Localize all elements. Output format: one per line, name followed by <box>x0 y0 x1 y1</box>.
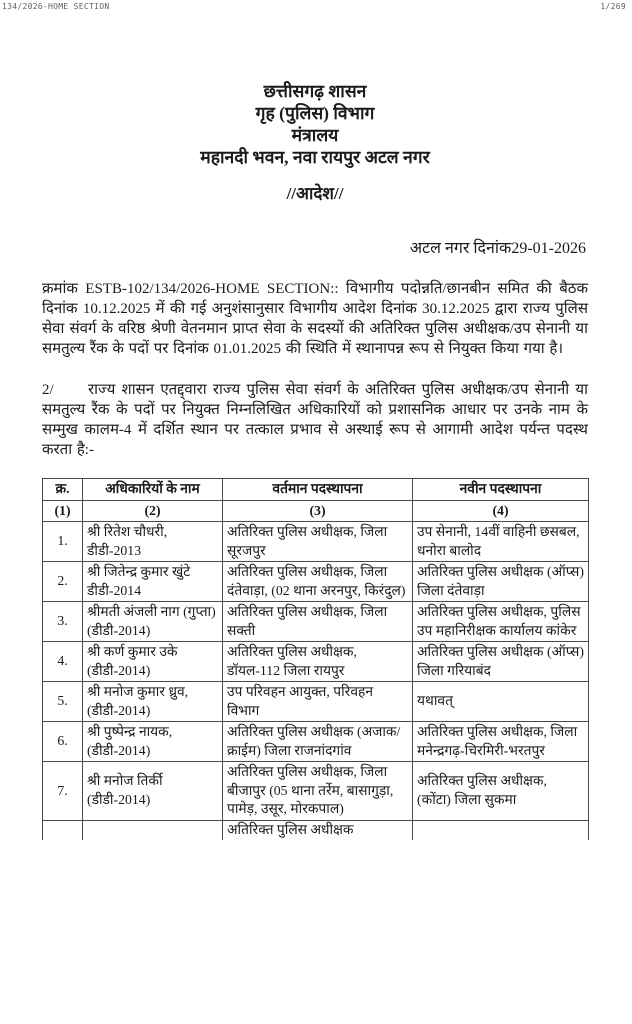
viewer-file-reference: 134/2026-HOME SECTION <box>2 2 110 11</box>
cell-current-posting: अतिरिक्त पुलिस अधीक्षक, जिला दंतेवाड़ा, (02 थाना अरनपुर, किरंदुल) <box>223 562 413 602</box>
cell-serial: 1. <box>43 522 83 562</box>
column-number-row <box>43 500 589 522</box>
cell-serial: 3. <box>43 602 83 642</box>
cell-officer-name: श्री रितेश चौधरी, डीडी-2013 <box>83 522 223 562</box>
cell-new-posting: अतिरिक्त पुलिस अधीक्षक, (कोंटा) जिला सुकमा <box>413 762 589 821</box>
letterhead-government: छत्तीसगढ़ शासन <box>263 81 367 101</box>
table-row <box>43 522 589 562</box>
posting-order-table <box>42 478 589 840</box>
cell-current-posting: उप परिवहन आयुक्त, परिवहन विभाग <box>223 682 413 722</box>
table-row <box>43 602 589 642</box>
letterhead-address: महानदी भवन, नवा रायपुर अटल नगर <box>200 147 430 167</box>
cell-new-posting: उप सेनानी, 14वीं वाहिनी छसबल, धनोरा बालोद <box>413 522 589 562</box>
cell-officer-name: श्री कर्ण कुमार उके (डीडी-2014) <box>83 642 223 682</box>
header-new-posting: नवीन पदस्थापना <box>413 479 589 501</box>
cell-new-posting: अतिरिक्त पुलिस अधीक्षक, पुलिस उप महानिरीक्षक कार्यालय कांकेर <box>413 602 589 642</box>
cell-current-posting: अतिरिक्त पुलिस अधीक्षक, जिला बीजापुर (05 थाना तर्रेम, बासागुड़ा, पामेड़, उसूर, मोरकपाल) <box>223 762 413 821</box>
table-header <box>43 479 589 522</box>
cell-new-posting: यथावत् <box>413 682 589 722</box>
table-row <box>43 642 589 682</box>
cell-officer-name: श्री मनोज तिर्की (डीडी-2014) <box>83 762 223 821</box>
paragraph-number: 2/ <box>42 382 54 398</box>
header-current-posting: वर्तमान पदस्थापना <box>223 479 413 501</box>
cell-new-posting: अतिरिक्त पुलिस अधीक्षक (ऑप्स) जिला गरियाबंद <box>413 642 589 682</box>
table-row <box>43 682 589 722</box>
table-row <box>43 762 589 821</box>
cell-serial: 7. <box>43 762 83 821</box>
order-paragraph-1: क्रमांक ESTB-102/134/2026-HOME SECTION:: विभागीय पदोन्नति/छानबीन समित की बैठक दिनांक 10.12.2025 में की गई अनुशंसानुसार विभागीय आदेश दिनांक 30.12.2025 द्वारा राज्य पुलिस सेवा संवर्ग के वरिष्ठ श्रेणी वेतनमान प्राप्त सेवा के सदस्यों की अतिरिक्त पुलिस अधीक्षक/उप सेनानी या समतुल्य रैंक के पदों पर दिनांक 01.01.2025 की स्थिति में स्थानापन्न रूप से नियुक्त किया गया है। <box>42 281 588 357</box>
letterhead <box>42 80 588 168</box>
cell-officer-name: श्री जितेन्द्र कुमार खुंटे डीडी-2014 <box>83 562 223 602</box>
cell-current-posting: अतिरिक्त पुलिस अधीक्षक, डॉयल-112 जिला रायपुर <box>223 642 413 682</box>
order-paragraph-2 <box>42 380 588 460</box>
cell-officer-name: श्रीमती अंजली नाग (गुप्ता) (डीडी-2014) <box>83 602 223 642</box>
table-row <box>43 562 589 602</box>
cell-serial: 4. <box>43 642 83 682</box>
column-number-1: (1) <box>43 500 83 522</box>
cell-new-posting <box>413 820 589 840</box>
table-row-partial <box>43 820 589 840</box>
cell-serial: 2. <box>43 562 83 602</box>
column-number-4: (4) <box>413 500 589 522</box>
letterhead-ministry: मंत्रालय <box>291 125 339 145</box>
order-title: //आदेश// <box>286 184 344 203</box>
cell-officer-name: श्री पुष्पेन्द्र नायक, (डीडी-2014) <box>83 722 223 762</box>
cell-current-posting: अतिरिक्त पुलिस अधीक्षक, जिला सक्ती <box>223 602 413 642</box>
place-and-date: अटल नगर दिनांक29-01-2026 <box>409 240 586 257</box>
header-officer-name: अधिकारियों के नाम <box>83 479 223 501</box>
cell-new-posting: अतिरिक्त पुलिस अधीक्षक, जिला मनेन्द्रगढ़-चिरमिरी-भरतपुर <box>413 722 589 762</box>
cell-new-posting: अतिरिक्त पुलिस अधीक्षक (ऑप्स) जिला दंतेवाड़ा <box>413 562 589 602</box>
letterhead-department: गृह (पुलिस) विभाग <box>255 103 375 123</box>
cell-serial: 6. <box>43 722 83 762</box>
cell-officer-name <box>83 820 223 840</box>
cell-current-posting: अतिरिक्त पुलिस अधीक्षक (अजाक/क्राईम) जिला राजनांदगांव <box>223 722 413 762</box>
header-serial: क्र. <box>43 479 83 501</box>
cell-serial: 5. <box>43 682 83 722</box>
cell-officer-name: श्री मनोज कुमार ध्रुव, (डीडी-2014) <box>83 682 223 722</box>
paragraph-2-text: राज्य शासन एतद्द्वारा राज्य पुलिस सेवा संवर्ग के अतिरिक्त पुलिस अधीक्षक/उप सेनानी या समतुल्य रैंक के पदों पर नियुक्त निम्नलिखित अधिकारियों को प्रशासनिक आधार पर उनके नाम के सम्मुख कालम-4 में दर्शित स्थान पर तत्काल प्रभाव से अस्थाई रूप से आगामी आदेश पर्यन्त पदस्थ करता है:- <box>42 382 588 458</box>
column-number-2: (2) <box>83 500 223 522</box>
column-number-3: (3) <box>223 500 413 522</box>
cell-current-posting: अतिरिक्त पुलिस अधीक्षक, जिला सूरजपुर <box>223 522 413 562</box>
table-row <box>43 722 589 762</box>
viewer-page-indicator: 1/269 <box>600 2 626 11</box>
cell-current-posting: अतिरिक्त पुलिस अधीक्षक <box>223 820 413 840</box>
table-header-row <box>43 479 589 501</box>
table-body <box>43 522 589 841</box>
cell-serial <box>43 820 83 840</box>
